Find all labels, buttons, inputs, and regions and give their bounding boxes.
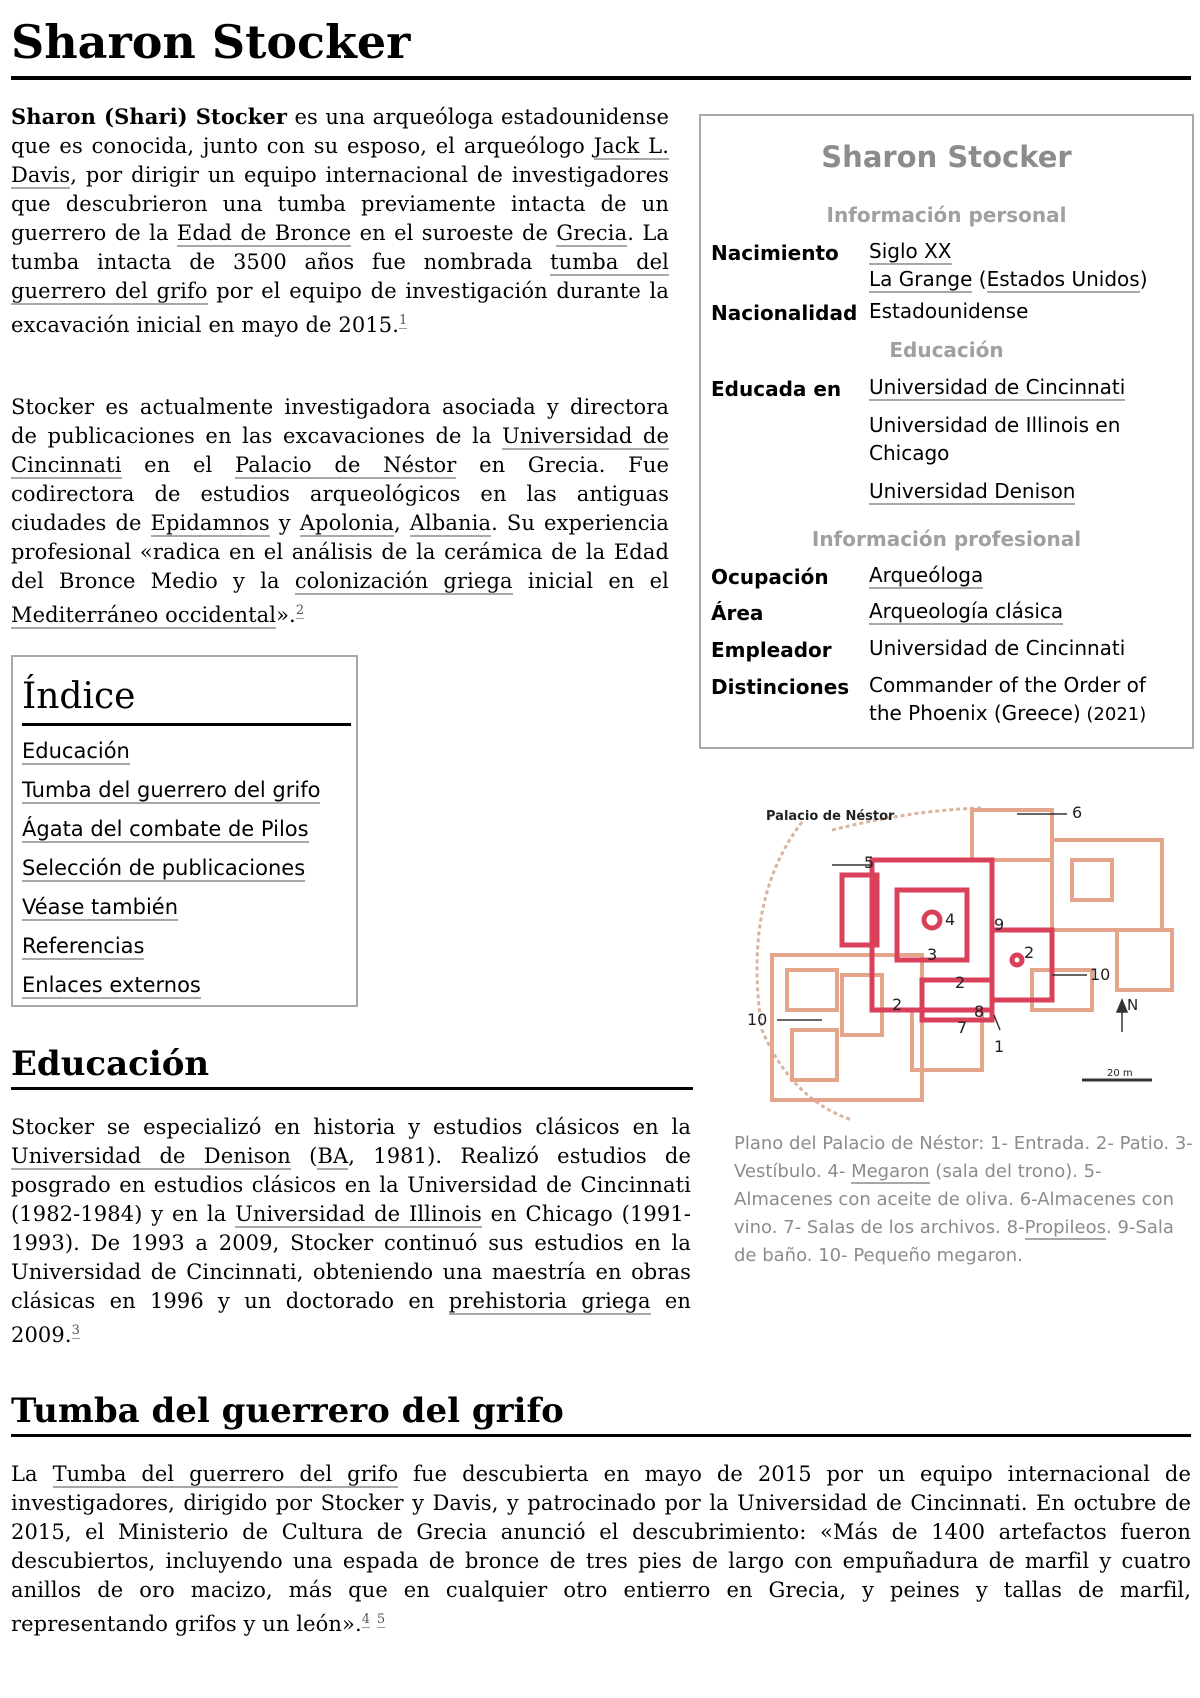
ref-1-link[interactable]: 1: [399, 313, 408, 328]
link-universidad-cincinnati[interactable]: Universidad de Cincinnati: [11, 424, 669, 477]
value-educada-3: [869, 477, 1184, 505]
text: La: [11, 1462, 53, 1486]
value-educada-1: [869, 373, 1184, 401]
section-heading-tumba: Tumba del guerrero del grifo: [11, 1388, 1191, 1437]
link-universidad-denison[interactable]: Universidad de Denison: [11, 1144, 291, 1168]
link-prehistoria-griega[interactable]: prehistoria griega: [448, 1289, 651, 1313]
label-area: Área: [711, 601, 764, 625]
map-label-10: 10: [1090, 965, 1111, 984]
toc-link-tumba[interactable]: Tumba del guerrero del grifo: [22, 778, 321, 802]
text: en Chicago (1991-1993). De 1993 a 2009, Stocker continuó sus estudios en la Universidad de Cincinnati, obteniendo una maestría en obras clásicas en 1996 y un doctorado en: [11, 1202, 692, 1313]
label-educada: Educada en: [711, 377, 842, 401]
link-edad-de-bronce[interactable]: Edad de Bronce: [176, 221, 352, 245]
text: en 2009.: [11, 1289, 691, 1347]
text: en el suroeste de: [351, 221, 557, 245]
ref-2[interactable]: [296, 603, 304, 619]
infobox: [699, 114, 1194, 749]
value-educada-2: Universidad de Illinois en Chicago: [869, 413, 1121, 465]
infobox-section-personal: Información personal: [826, 203, 1067, 227]
text: es una arqueóloga estadounidense que es conocida, junto con su esposo, el arqueólogo: [11, 105, 669, 158]
link-siglo-xx[interactable]: Siglo XX: [869, 239, 952, 263]
toc-item: [22, 771, 356, 810]
infobox-title: Sharon Stocker: [821, 140, 1072, 174]
figure-caption: [734, 1130, 1194, 1270]
label-nacionalidad: Nacionalidad: [711, 301, 858, 325]
page-title: Sharon Stocker: [11, 8, 1191, 80]
link-universidad-denison-ib[interactable]: Universidad Denison: [869, 479, 1076, 503]
link-propileos[interactable]: Propileos: [1024, 1217, 1107, 1238]
subject-name: Sharon (Shari) Stocker: [11, 104, 288, 129]
toc-link-publicaciones[interactable]: Selección de publicaciones: [22, 856, 306, 880]
toc-item: [22, 966, 356, 1005]
toc-list: [22, 732, 356, 1005]
toc-link-agata[interactable]: Ágata del combate de Pilos: [22, 817, 309, 841]
ref-3[interactable]: [72, 1323, 80, 1339]
map-label-5: 5: [864, 853, 875, 872]
link-tumba-guerrero[interactable]: tumba del guerrero del grifo: [11, 250, 669, 303]
map-label-4: 4: [945, 910, 956, 929]
map-label-2: 2: [892, 995, 903, 1014]
toc-item: [22, 888, 356, 927]
text: (: [290, 1144, 318, 1168]
link-ba[interactable]: BA: [317, 1144, 349, 1168]
text: Plano del Palacio de Néstor: 1- Entrada. 2- Patio. 3- Vestíbulo. 4-: [734, 1133, 1193, 1182]
link-mediterraneo-occidental[interactable]: Mediterráneo occidental: [11, 603, 277, 627]
link-arqueologa[interactable]: Arqueóloga: [869, 563, 984, 587]
value-distinciones: [869, 671, 1184, 729]
link-tumba-guerrero-grifo[interactable]: Tumba del guerrero del grifo: [52, 1462, 399, 1486]
text: fue descubierta en mayo de 2015 por un equipo internacional de investigadores, dirigido por Stocker y Davis, y patrocinado por la Universidad de Cincinnati. En octubre de 2015, el Ministerio de Cultura de Grecia anunció el descubrimiento: «Más de 1400 artefactos fueron descubiertos, incluyendo una espada de bronce de tres pies de largo con empuñadura de marfil y cuatro anillos de oro macizo, más que en cualquier otro entierro en Grecia, y peines y tallas de marfil, representando grifos y un león».: [11, 1462, 1192, 1636]
link-epidamnos[interactable]: Epidamnos: [150, 511, 270, 535]
text: (sala del trono). 5- Almacenes con aceite de oliva. 6-Almacenes con vino. 7- Salas de los archivos. 8-: [734, 1161, 1174, 1238]
ref-2-link[interactable]: 2: [295, 603, 305, 618]
ref-5-link[interactable]: 5: [376, 1612, 386, 1627]
text: ): [1139, 267, 1148, 291]
map-label-2: 2: [955, 973, 966, 992]
value-area: [869, 597, 1184, 625]
link-la-grange[interactable]: La Grange: [869, 267, 973, 291]
text: . Su experiencia profesional «radica en el análisis de la cerámica de la Edad del Bronce Medio y la: [11, 511, 669, 593]
link-universidad-cincinnati-ib[interactable]: Universidad de Cincinnati: [869, 375, 1126, 399]
map-label-8: 8: [974, 1002, 985, 1021]
link-apolonia[interactable]: Apolonia: [299, 511, 394, 535]
toc-item: [22, 927, 356, 966]
toc-link-educacion[interactable]: Educación: [22, 739, 130, 763]
text: Stocker se especializó en historia y estudios clásicos en la: [11, 1115, 691, 1139]
value-nacionalidad: Estadounidense: [869, 299, 1029, 323]
link-estados-unidos[interactable]: Estados Unidos: [986, 267, 1140, 291]
value-empleador: Universidad de Cincinnati: [869, 636, 1126, 660]
text: . 9-Sala de baño. 10- Pequeño megaron.: [734, 1217, 1174, 1266]
text: , 1981). Realizó estudios de posgrado en estudios clásicos en la Universidad de Cincinnati (1982-1984) y en la: [11, 1144, 691, 1226]
map-label-9: 9: [994, 915, 1005, 934]
map-label-2: 2: [1024, 943, 1035, 962]
label-ocupacion: Ocupación: [711, 565, 829, 589]
label-distinciones: Distinciones: [711, 675, 850, 699]
text: . La tumba intacta de 3500 años fue nombrada: [11, 221, 669, 274]
toc-item: [22, 849, 356, 888]
text: Commander of the Order of the Phoenix (Greece): [869, 673, 1146, 725]
tumba-paragraph: [11, 1460, 1191, 1639]
ref-4[interactable]: [362, 1612, 370, 1628]
toc-link-referencias[interactable]: Referencias: [22, 934, 145, 958]
link-grecia[interactable]: Grecia: [556, 221, 628, 245]
value-ocupacion: [869, 561, 1184, 589]
palace-plan-map: [732, 780, 1187, 1123]
link-universidad-illinois[interactable]: Universidad de Illinois: [235, 1202, 482, 1226]
toc-item: [22, 810, 356, 849]
text: inicial en el: [512, 569, 669, 593]
intro-paragraph-1: [11, 102, 669, 340]
map-label-10: 10: [747, 1010, 768, 1029]
infobox-section-profesional: Información profesional: [811, 527, 1082, 551]
section-heading-educacion: Educación: [11, 1041, 693, 1090]
infobox-section-educacion: Educación: [889, 338, 1004, 362]
text: en el: [121, 453, 235, 477]
map-north-label: N: [1127, 996, 1139, 1014]
link-arqueologia-clasica[interactable]: Arqueología clásica: [869, 599, 1064, 623]
text: (: [972, 267, 987, 291]
text: (2021): [1080, 704, 1147, 725]
link-megaron[interactable]: Megaron: [851, 1161, 930, 1182]
toc-item: [22, 732, 356, 771]
map-label-6: 6: [1072, 803, 1083, 822]
text: en Grecia. Fue codirectora de estudios arqueológicos en las antiguas ciudades de: [11, 453, 669, 535]
table-of-contents: [11, 655, 358, 1007]
ref-4-link[interactable]: 4: [361, 1612, 371, 1627]
ref-1[interactable]: [399, 313, 407, 329]
link-palacio-nestor[interactable]: Palacio de Néstor: [234, 453, 457, 477]
toc-link-vease[interactable]: Véase también: [22, 895, 179, 919]
intro-paragraph-2: [11, 393, 669, 630]
text: ».: [276, 603, 296, 627]
toc-title: Índice: [22, 671, 351, 726]
text: Stocker es actualmente investigadora asociada y directora de publicaciones en las excavaciones de la: [11, 395, 669, 448]
value-nacimiento: [869, 237, 1184, 293]
text: , por dirigir un equipo internacional de investigadores que descubrieron una tumba previamente intacta de un guerrero de la: [11, 163, 669, 245]
toc-link-enlaces[interactable]: Enlaces externos: [22, 973, 201, 997]
ref-3-link[interactable]: 3: [71, 1323, 80, 1338]
ref-5[interactable]: [377, 1612, 385, 1628]
map-label-3: 3: [927, 945, 938, 964]
link-colonizacion-griega[interactable]: colonización griega: [294, 569, 513, 593]
map-title: Palacio de Néstor: [766, 809, 895, 824]
link-jack-davis[interactable]: Jack L. Davis: [11, 134, 670, 187]
map-label-1: 1: [994, 1037, 1005, 1056]
text: y: [269, 511, 300, 535]
text: ,: [393, 511, 410, 535]
label-nacimiento: Nacimiento: [711, 241, 839, 265]
label-empleador: Empleador: [711, 638, 832, 662]
education-paragraph: [11, 1113, 691, 1350]
text: por el equipo de investigación durante la excavación inicial en mayo de 2015.: [11, 279, 669, 337]
link-albania[interactable]: Albania: [409, 511, 492, 535]
map-label-7: 7: [957, 1018, 968, 1037]
map-scale-label: 20 m: [1107, 1068, 1133, 1079]
